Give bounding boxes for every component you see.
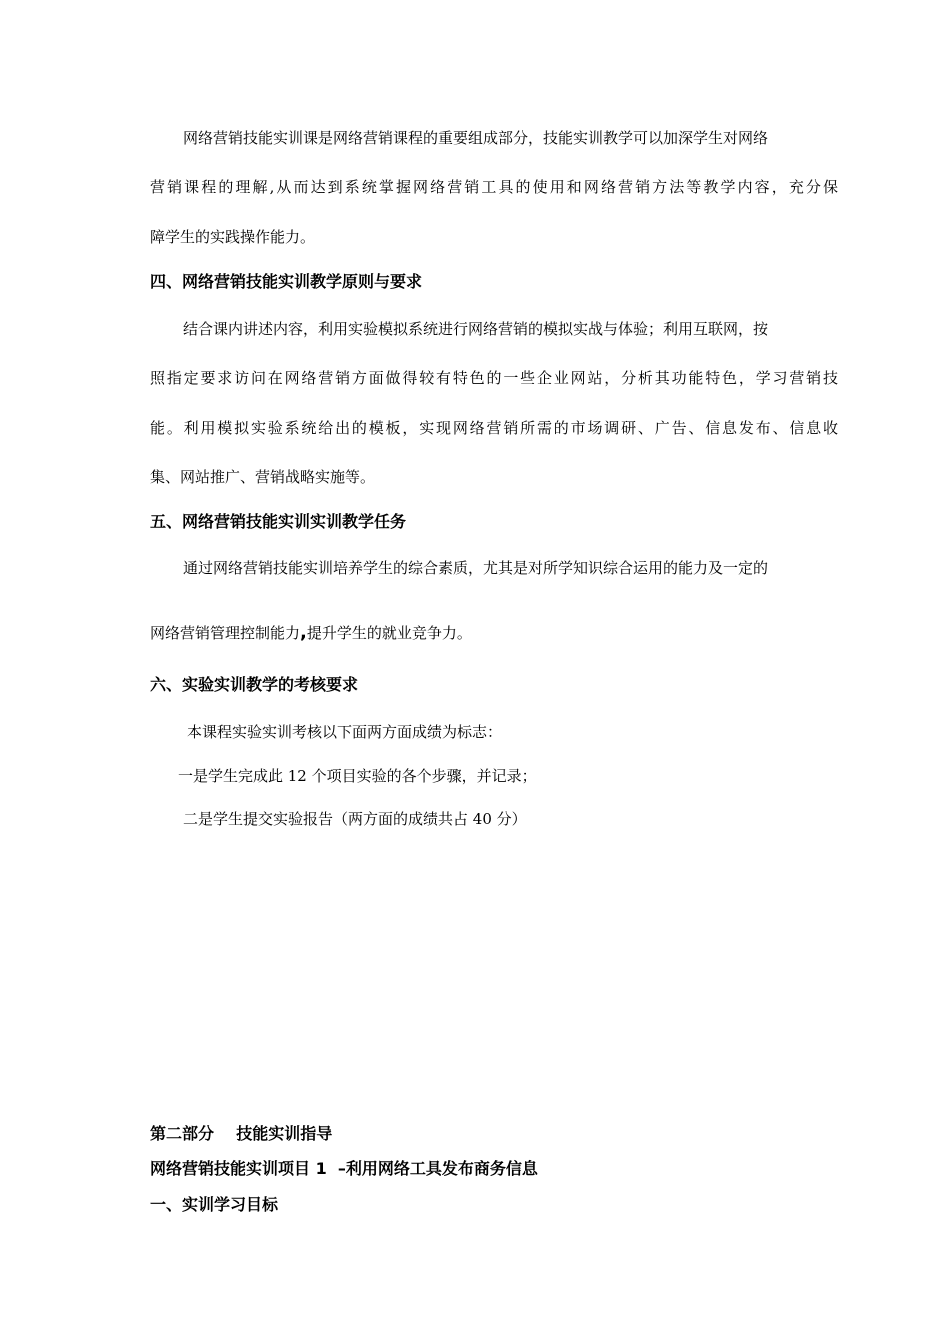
section-5-line-2-part-b: 提升学生的就业竞争力。 [306,624,472,642]
intro-line-2: 营销课程的理解,从而达到系统掌握网络营销工具的使用和网络营销方法等教学内容，充分保 [150,178,838,196]
section-4-heading: 四、网络营销技能实训教学原则与要求 [150,272,423,291]
section-5-line-2 [150,623,472,643]
section-6-line-3: 二是学生提交实验报告（两方面的成绩共占 40 分） [183,810,527,828]
section-5-line-2-part-a: 网络营销管理控制能力 [150,624,301,642]
training-objectives-heading: 一、实训学习目标 [150,1195,279,1214]
section-4-line-3: 能。利用模拟实验系统给出的模板，实现网络营销所需的市场调研、广告、信息发布、信息收 [150,419,838,437]
section-6-heading: 六、实验实训教学的考核要求 [150,675,359,694]
intro-line-3: 障学生的实践操作能力。 [150,228,316,246]
section-4-line-2: 照指定要求访问在网络营销方面做得较有特色的一些企业网站，分析其功能特色，学习营销技 [150,369,838,387]
section-6-line-2: 一是学生完成此 12 个项目实验的各个步骤，并记录； [178,767,537,785]
section-4-line-1: 结合课内讲述内容，利用实验模拟系统进行网络营销的模拟实战与体验；利用互联网，按 [183,320,769,338]
section-4-line-4: 集、网站推广、营销战略实施等。 [150,468,376,486]
section-6-line-1: 本课程实验实训考核以下面两方面成绩为标志： [187,723,503,741]
section-5-line-1: 通过网络营销技能实训培养学生的综合素质，尤其是对所学知识综合运用的能力及一定的 [183,559,769,577]
section-5-line-2-comma: , [300,622,307,643]
part-2-heading: 第二部分 技能实训指导 [150,1124,333,1143]
project-1-title: 网络营销技能实训项目 1 –利用网络工具发布商务信息 [150,1159,538,1178]
intro-line-1: 网络营销技能实训课是网络营销课程的重要组成部分，技能实训教学可以加深学生对网络 [183,129,769,147]
section-5-heading: 五、网络营销技能实训实训教学任务 [150,512,407,531]
